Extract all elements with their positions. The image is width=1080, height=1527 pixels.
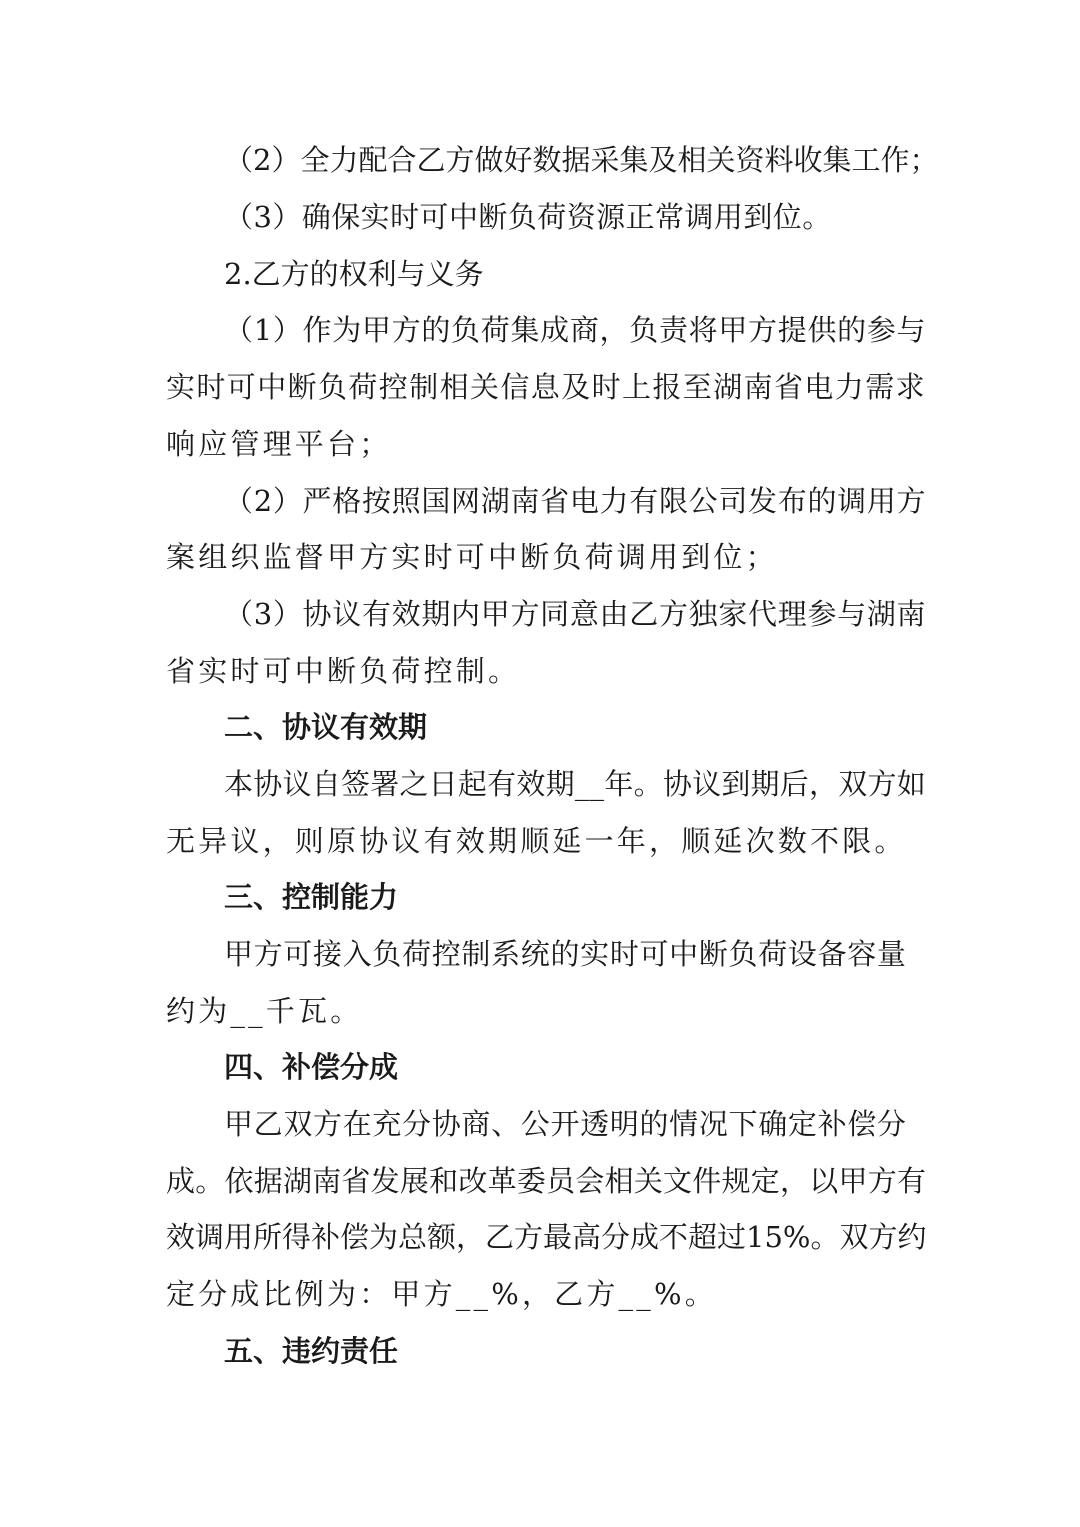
party-b-item-1-line-1: （1）作为甲方的负荷集成商，负责将甲方提供的参与 [224, 313, 927, 347]
section-4-line-1: 甲乙双方在充分协商、公开透明的情况下确定补偿分 [224, 1107, 907, 1141]
party-a-duty-item-3: （3）确保实时可中断负荷资源正常调用到位。 [224, 200, 832, 234]
section-4-line-3: 效调用所得补偿为总额，乙方最高分成不超过15%。双方约 [166, 1220, 927, 1254]
section-2-line-1: 本协议自签署之日起有效期__年。协议到期后，双方如 [224, 767, 927, 801]
section-3-line-2: 约为__千瓦。 [166, 994, 363, 1028]
section-2-heading: 二、协议有效期 [224, 710, 428, 744]
section-5-heading: 五、违约责任 [224, 1334, 399, 1368]
party-a-duty-item-2: （2）全力配合乙方做好数据采集及相关资料收集工作； [224, 143, 939, 177]
party-b-item-1-line-2: 实时可中断负荷控制相关信息及时上报至湖南省电力需求 [166, 370, 927, 404]
party-b-item-2-line-2: 案组织监督甲方实时可中断负荷调用到位； [166, 540, 778, 574]
party-b-item-1-line-3: 响应管理平台； [166, 427, 392, 461]
section-4-heading: 四、补偿分成 [224, 1050, 399, 1084]
party-b-item-3-line-1: （3）协议有效期内甲方同意由乙方独家代理参与湖南 [224, 597, 927, 631]
section-2-line-2: 无异议，则原协议有效期顺延一年，顺延次数不限。 [166, 824, 907, 858]
section-3-heading: 三、控制能力 [224, 880, 399, 914]
party-b-item-2-line-1: （2）严格按照国网湖南省电力有限公司发布的调用方 [224, 484, 927, 518]
party-b-item-3-line-2: 省实时可中断负荷控制。 [166, 654, 521, 688]
section-3-line-1: 甲方可接入负荷控制系统的实时可中断负荷设备容量 [224, 937, 907, 971]
section-4-line-2: 成。依据湖南省发展和改革委员会相关文件规定，以甲方有 [166, 1164, 927, 1198]
section-4-line-4: 定分成比例为：甲方__%，乙方__%。 [166, 1277, 717, 1311]
party-b-rights-title: 2.乙方的权利与义务 [224, 257, 484, 291]
